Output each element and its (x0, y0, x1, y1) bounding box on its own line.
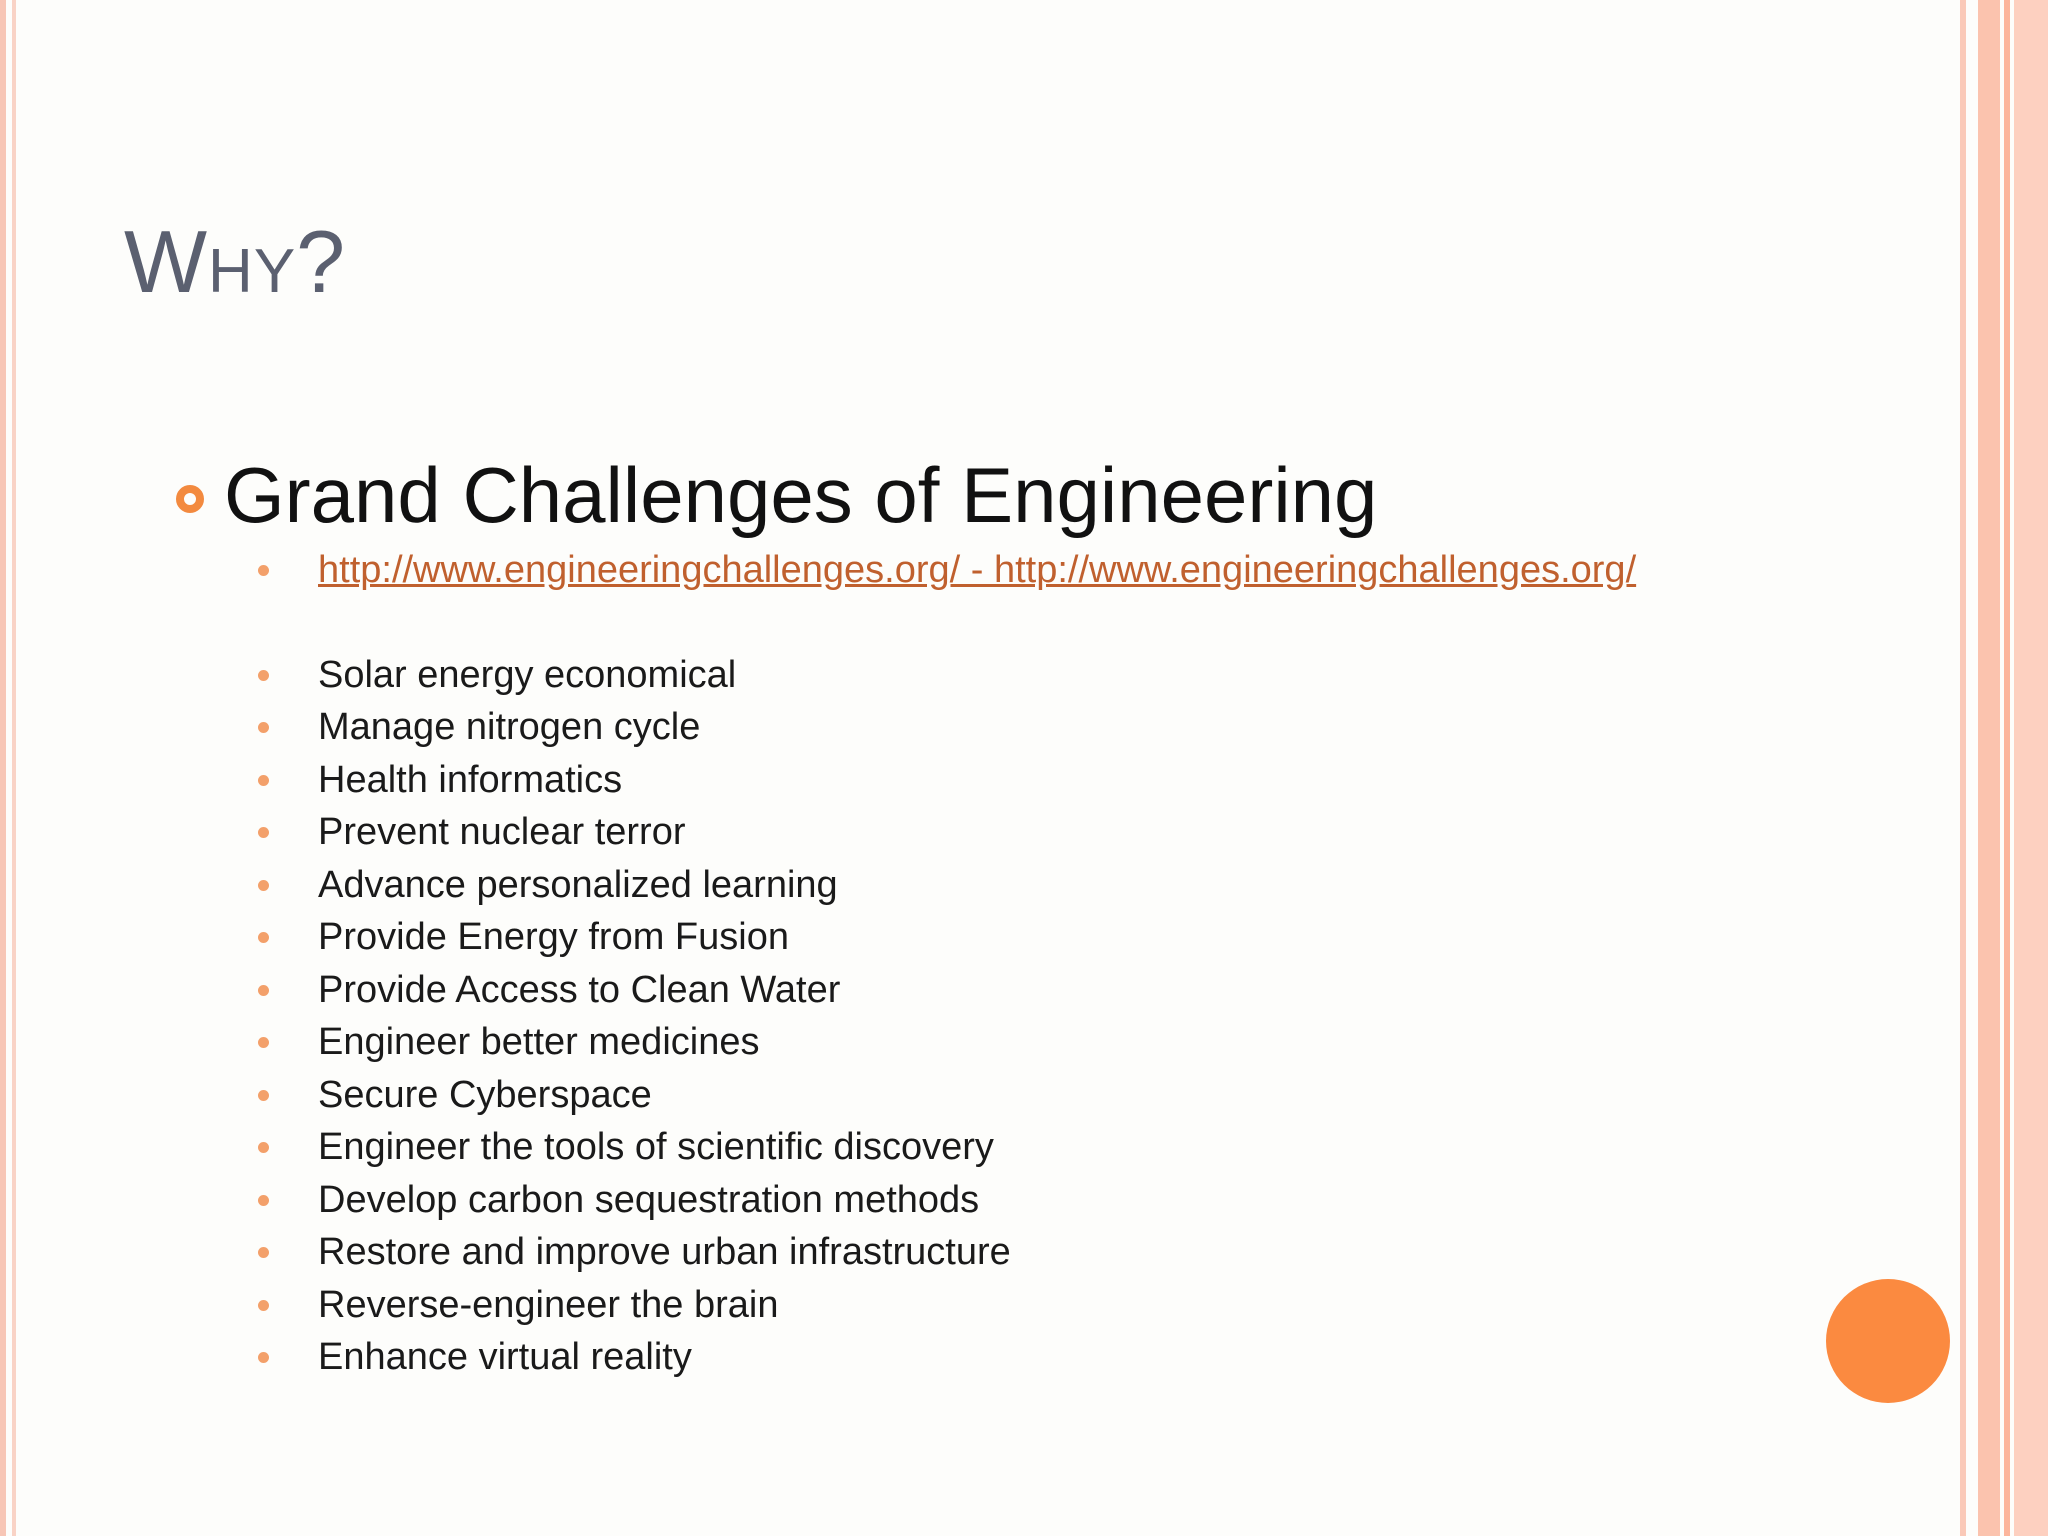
list-item-text: Engineer the tools of scientific discovery (318, 1126, 994, 1168)
right-border-decoration-line (2004, 0, 2010, 1536)
engineering-challenges-link[interactable]: http://www.engineeringchallenges.org/ - http://www.engineeringchallenges.org/ (318, 549, 1637, 591)
list-item (258, 1069, 1636, 1122)
dot-bullet-icon (258, 1195, 269, 1206)
list-item-text: Health informatics (318, 758, 623, 801)
dot-bullet-icon (258, 985, 269, 996)
dot-bullet-icon (258, 722, 269, 733)
list-item (258, 754, 1636, 807)
list-item-text: Prevent nuclear terror (318, 811, 686, 853)
dot-bullet-icon (258, 932, 269, 943)
list-item (258, 859, 1636, 912)
left-border-decoration-inner (12, 0, 16, 1536)
dot-bullet-icon (258, 565, 269, 576)
dot-bullet-icon (258, 1352, 269, 1363)
right-border-decoration-outer (2014, 0, 2048, 1536)
dot-bullet-icon (258, 775, 269, 786)
list-item-text: Restore and improve urban infrastructure (318, 1231, 1011, 1273)
list-item (258, 649, 1636, 702)
dot-bullet-icon (258, 1037, 269, 1048)
list-item (258, 1174, 1636, 1227)
dot-bullet-icon (258, 670, 269, 681)
dot-bullet-icon (258, 1142, 269, 1153)
list-item (258, 806, 1636, 859)
list-item-text: Provide Access to Clean Water (318, 968, 841, 1011)
dot-bullet-icon (258, 827, 269, 838)
list-item-text: Reverse-engineer the brain (318, 1283, 779, 1326)
list-item (258, 964, 1636, 1017)
dot-bullet-icon (258, 1300, 269, 1311)
list-item-text: Provide Energy from Fusion (318, 916, 789, 958)
list-item-text: Secure Cyberspace (318, 1073, 652, 1116)
list-item (258, 701, 1636, 754)
list-item-text: Enhance virtual reality (318, 1336, 692, 1378)
list-item (258, 1226, 1636, 1279)
right-border-decoration-wide (1978, 0, 2000, 1536)
list-item-text: Advance personalized learning (318, 863, 838, 906)
list-item-link (258, 544, 1636, 597)
dot-bullet-icon (258, 1247, 269, 1258)
main-bullet-text: Grand Challenges of Engineering (224, 451, 1378, 539)
ring-bullet-icon (176, 485, 204, 513)
list-item-text: Develop carbon sequestration methods (318, 1178, 980, 1221)
list-item-text: Manage nitrogen cycle (318, 706, 701, 748)
right-border-decoration (1960, 0, 1966, 1536)
main-bullet (176, 450, 1377, 540)
list-item (258, 1016, 1636, 1069)
decorative-circle-icon (1826, 1279, 1950, 1403)
challenge-list (258, 544, 1636, 1384)
list-item (258, 1279, 1636, 1332)
list-item (258, 911, 1636, 964)
left-border-decoration (0, 0, 6, 1536)
list-item (258, 1121, 1636, 1174)
dot-bullet-icon (258, 880, 269, 891)
list-item (258, 1331, 1636, 1384)
list-item-text: Solar energy economical (318, 653, 737, 696)
list-item-text: Engineer better medicines (318, 1021, 760, 1063)
slide-title: Why? (124, 212, 347, 311)
dot-bullet-icon (258, 1090, 269, 1101)
